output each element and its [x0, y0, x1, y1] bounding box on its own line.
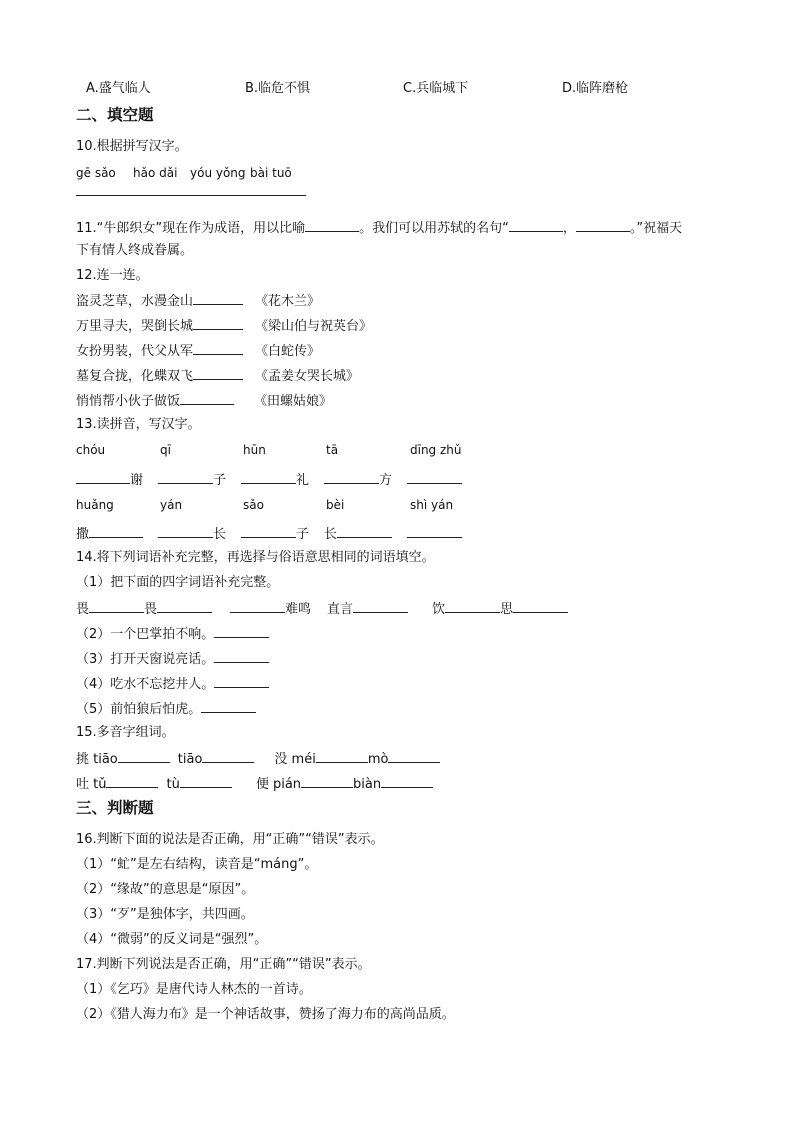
- q16-item-2: （2）“缘故”的意思是“原因”。: [76, 882, 255, 897]
- q14-sub1: （1）把下面的四字词语补充完整。: [76, 575, 280, 590]
- q13-blank[interactable]: [241, 524, 296, 538]
- q16-item-3: （3）“歹”是独体字，共四画。: [76, 907, 254, 922]
- q12-right: 《白蛇传》: [255, 344, 321, 359]
- q12-prompt: 12.连一连。: [76, 268, 149, 283]
- q12-left: 悄悄帮小伙子做饭: [76, 394, 181, 409]
- q11-text-2: 。我们可以用苏轼的名句“: [359, 221, 509, 236]
- q13-pinyin: qī: [160, 443, 171, 457]
- q14-blank[interactable]: [214, 674, 269, 688]
- q15-blank[interactable]: [316, 749, 368, 763]
- q10-answer-blanks[interactable]: [76, 195, 306, 196]
- q13-blank[interactable]: [241, 470, 296, 484]
- q13-char: 礼: [296, 473, 310, 488]
- q17-item-1: （1）《乞巧》是唐代诗人林杰的一首诗。: [76, 982, 312, 997]
- q14-sub2-row: [76, 624, 269, 644]
- q11-blank-3[interactable]: [576, 218, 630, 232]
- q15-item: 吐 tǔ: [76, 777, 107, 792]
- q13-pinyin: yán: [160, 498, 183, 512]
- q14-word: 直言: [327, 602, 354, 617]
- q13-blank[interactable]: [324, 470, 379, 484]
- q15-blank[interactable]: [381, 774, 433, 788]
- q14-blank[interactable]: [445, 599, 500, 613]
- q12-row: [76, 391, 332, 411]
- q13-char: 方: [379, 473, 393, 488]
- q14-sub3-row: [76, 649, 269, 669]
- q16-prompt: 16.判断下面的说法是否正确，用“正确”“错误”表示。: [76, 832, 384, 847]
- q13-pinyin: huǎng: [76, 498, 114, 512]
- q15-item: tù: [166, 777, 180, 792]
- q13-pinyin: tā: [326, 443, 339, 457]
- q12-blank[interactable]: [193, 366, 243, 380]
- q12-row: [76, 366, 359, 386]
- q13-blank[interactable]: [407, 470, 462, 484]
- q11-blank-2[interactable]: [509, 218, 563, 232]
- q10-prompt: 10.根据拼写汉字。: [76, 139, 188, 154]
- q13-blank[interactable]: [158, 470, 213, 484]
- q13-pinyin: dīng zhǔ: [410, 443, 462, 457]
- q9-option-d: D.临阵磨枪: [562, 81, 629, 96]
- q14-sub5: （5）前怕狼后怕虎。: [76, 702, 202, 717]
- q9-option-b: B.临危不惧: [245, 81, 311, 96]
- q13-char: 长: [324, 527, 338, 542]
- q13-pinyin: bèi: [326, 498, 345, 512]
- q13-blank[interactable]: [337, 524, 392, 538]
- q15-item: mò: [367, 752, 389, 767]
- q14-blank[interactable]: [513, 599, 568, 613]
- q14-sub3: （3）打开天窗说亮话。: [76, 652, 215, 667]
- q14-blank[interactable]: [201, 699, 256, 713]
- q14-word: 思: [500, 602, 514, 617]
- q12-row: [76, 291, 320, 311]
- q16-item-4: （4）“微弱”的反义词是“强烈”。: [76, 932, 268, 947]
- q13-char: 子: [213, 473, 227, 488]
- q13-pinyin: sǎo: [243, 498, 264, 512]
- section-title-judgement: 三、判断题: [76, 799, 154, 817]
- q17-item-2: （2）《猎人海力布》是一个神话故事，赞扬了海力布的高尚品质。: [76, 1007, 455, 1022]
- q12-blank[interactable]: [193, 341, 243, 355]
- q14-blank[interactable]: [230, 599, 285, 613]
- q9-option-a: A.盛气临人: [86, 81, 151, 96]
- q14-word: 畏: [144, 602, 158, 617]
- q15-item: tiāo: [177, 752, 203, 767]
- q15-item: biàn: [353, 777, 382, 792]
- q14-word: 畏: [76, 602, 90, 617]
- q14-blank[interactable]: [214, 649, 269, 663]
- q12-left: 盗灵芝草，水漫金山: [76, 294, 194, 309]
- q11-line2: 下有情人终成眷属。: [76, 243, 194, 258]
- q15-item: 便 pián: [255, 777, 302, 792]
- q15-prompt: 15.多音字组词。: [76, 725, 175, 740]
- q12-right: 《田螺姑娘》: [254, 394, 333, 409]
- section-title-fill-in: 二、填空题: [76, 106, 154, 124]
- q15-blank[interactable]: [118, 749, 170, 763]
- q14-prompt: 14.将下列词语补充完整，再选择与俗语意思相同的词语填空。: [76, 550, 435, 565]
- q14-blank[interactable]: [353, 599, 408, 613]
- q12-row: [76, 341, 320, 361]
- q14-blank[interactable]: [89, 599, 144, 613]
- q9-option-c: C.兵临城下: [403, 81, 469, 96]
- q12-right: 《孟姜女哭长城》: [255, 369, 360, 384]
- q13-char: 撒: [76, 527, 90, 542]
- q10-pinyin-1: gē sǎo: [76, 166, 116, 180]
- q15-blank[interactable]: [301, 774, 353, 788]
- q11-blank-1[interactable]: [305, 218, 359, 232]
- q11-text-1: 11.“牛郎织女”现在作为成语，用以比喻: [76, 221, 306, 236]
- q14-word: 饮: [432, 602, 446, 617]
- q13-pinyin: chóu: [76, 443, 106, 457]
- q12-blank[interactable]: [193, 316, 243, 330]
- q12-right: 《梁山伯与祝英台》: [255, 319, 373, 334]
- q13-row1-answers: [76, 470, 462, 490]
- q13-blank[interactable]: [89, 524, 143, 538]
- q15-blank[interactable]: [388, 749, 440, 763]
- q14-sub4-row: [76, 674, 269, 694]
- q11-text-3: ，: [562, 221, 576, 236]
- q13-pinyin: hūn: [243, 443, 266, 457]
- q13-char: 长: [213, 527, 227, 542]
- q13-pinyin: shì yán: [410, 498, 454, 512]
- q12-row: [76, 316, 372, 336]
- q12-blank[interactable]: [180, 391, 234, 405]
- q13-char: 子: [296, 527, 310, 542]
- q14-words-row: [76, 599, 568, 619]
- q12-left: 墓复合拢，化蝶双飞: [76, 369, 194, 384]
- q12-left: 女扮男装，代父从军: [76, 344, 194, 359]
- q15-blank[interactable]: [106, 774, 158, 788]
- q13-char: 谢: [130, 473, 144, 488]
- q12-left: 万里寻夫，哭倒长城: [76, 319, 194, 334]
- q15-row1: [76, 749, 440, 769]
- q14-word: 难鸣: [285, 602, 312, 617]
- q13-blank[interactable]: [76, 470, 130, 484]
- q15-item: 挑 tiāo: [76, 752, 118, 767]
- q17-prompt: 17.判断下列说法是否正确，用“正确”“错误”表示。: [76, 957, 371, 972]
- q12-blank[interactable]: [193, 291, 243, 305]
- q14-blank[interactable]: [214, 624, 269, 638]
- q10-pinyin-4: bài tuō: [250, 166, 292, 180]
- q13-blank[interactable]: [407, 524, 462, 538]
- q15-item: 没 méi: [274, 752, 316, 767]
- q10-pinyin-3: yóu yǒng: [190, 166, 246, 180]
- q14-sub5-row: [76, 699, 256, 719]
- q15-blank[interactable]: [180, 774, 232, 788]
- q14-sub2: （2）一个巴掌拍不响。: [76, 627, 215, 642]
- q11-text-4: 。”祝福天: [629, 221, 683, 236]
- q14-sub4: （4）吃水不忘挖井人。: [76, 677, 215, 692]
- q11-line1: [76, 218, 682, 238]
- q10-pinyin-2: hǎo dǎi: [133, 166, 178, 180]
- q16-item-1: （1）“虻”是左右结构，读音是“máng”。: [76, 857, 318, 872]
- q13-prompt: 13.读拼音，写汉字。: [76, 417, 201, 432]
- q12-right: 《花木兰》: [255, 294, 321, 309]
- q13-blank[interactable]: [158, 524, 213, 538]
- q15-blank[interactable]: [202, 749, 254, 763]
- q15-row2: [76, 774, 433, 794]
- q14-blank[interactable]: [157, 599, 212, 613]
- q13-row2-answers: [76, 524, 462, 544]
